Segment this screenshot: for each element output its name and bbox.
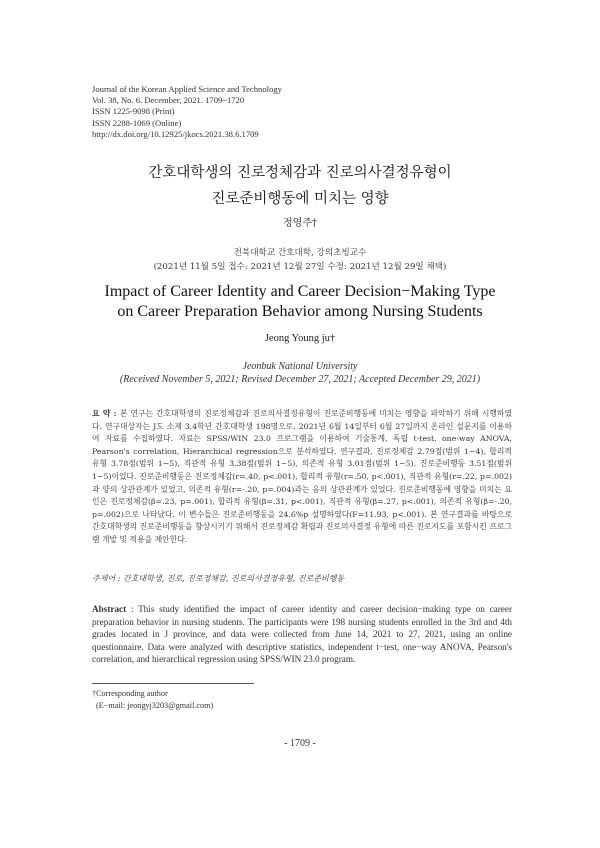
english-author: Jeong Young ju† (264, 333, 336, 344)
korean-abstract (92, 408, 512, 547)
korean-affiliation: 전북대학교 간호대학, 강의초빙교수 (233, 248, 367, 258)
journal-doi: http://dx.doi.org/10.12925/jkocs.2021.38.6.1709 (92, 128, 259, 139)
english-abstract-label: Abstract (92, 604, 127, 614)
journal-issn-print: ISSN 1225-9098 (Print) (92, 106, 175, 117)
korean-abstract-text: 본 연구는 간호대학생의 진로정체감과 진로의사결정유형이 진로준비행동에 미치는 영향을 파악하기 위해 시행하였다. 연구대상자는 J도 소재 3,4학년 간호대학생 198명으로, 2021년 6월 14일부터 6월 27일까지 온라인 설문지를 이용하여 자료를 수집하였다. 자료는 SPSS/WIN 23.0 프로그램을 이용하여 기술통계, 독립 t-test, one-way ANOVA, Pearson's correlation, Hierarchical regression으로 분석하였다. 연구결과, 진로정체감 2.79점(범위 1~4), 합리적 유형 3.78점(범위 1~5), 직관적 유형 3.38점(범위 1~5), 의존적 유형 3.01점(범위 1~5), 진로준비행동 3.51점(범위 1~5)이었다. 진로준비행동은 진로정체감(r=.40, p<.001), 합리적 유형(r=.50, p<.001), 직관적 유형(r=.22, p=.002)과 양의 상관관계가 있었고, 의존적 유형(r=-.20, p=.004)과는 음의 상관관계가 있었다. 진로준비행동에 영향을 미치는 요인은 진로정체감(β=.23, p=.001), 합리적 유형(β=.31, p<.001), 직관적 유형(β=.27, p<.001), 의존적 유형(β=-.20, p=.002)으로 나타났다. 이 변수들은 진로준비행동을 24.6%p 설명하였다(F=11.93, p<.001). 본 연구결과를 바탕으로 간호대학생의 진로준비행동을 향상시키기 위해서 진로정체감 확립과 진로의사결정 유형에 따른 진로지도를 포함시킨 프로그램 개발 및 적용을 제안한다. (92, 409, 512, 544)
page-number: - 1709 - (284, 738, 316, 749)
corresponding-author-note: †Corresponding author (92, 689, 168, 698)
korean-title-line2: 진로준비행동에 미치는 영향 (211, 191, 389, 207)
korean-keywords: 주제어 : 간호대학생, 진로, 진로정체감, 진로의사결정유형, 진로준비행동 (92, 574, 345, 583)
english-title (0, 282, 600, 322)
korean-received-dates: (2021년 11월 5일 접수: 2021년 12월 27일 수정: 2021년 12월 29일 채택) (153, 262, 447, 272)
footnote-divider (92, 683, 254, 684)
english-title-line1: Impact of Career Identity and Career Decision−Making Type (104, 283, 496, 300)
corresponding-email: (E−mail: jeongyj3203@gmail.com) (96, 701, 214, 710)
journal-name: Journal of the Korean Applied Science and Technology (92, 84, 282, 94)
english-abstract-text: : This study identified the impact of career identity and career decision−making type on career preparation behavior in nursing students. The participants were 198 nursing students enrolled in the 3rd and 4th grades located in J province, and data were collected from June 14, 2021 to 27, 2021, using an online questionnaire. Data were analyzed with descriptive statistics, independent t−test, one−way ANOVA, Pearson's correlation, and hierarchical regression using SPSS/WIN 23.0 program. (92, 604, 512, 665)
english-affiliation: Jeonbuk National University (242, 361, 358, 372)
footnote (92, 688, 392, 712)
korean-author: 정영주† (283, 218, 317, 229)
korean-title-line1: 간호대학생의 진로정체감과 진로의사결정유형이 (148, 165, 452, 181)
korean-abstract-label: 요 약 : (92, 409, 120, 418)
journal-issn-online: ISSN 2288-1069 (Online) (92, 117, 182, 128)
journal-info (92, 84, 512, 140)
english-title-line2: on Career Preparation Behavior among Nursing Students (117, 303, 483, 320)
korean-title (0, 160, 600, 212)
english-received-dates: (Received November 5, 2021; Revised December 27, 2021; Accepted December 29, 2021) (119, 374, 481, 385)
english-abstract (92, 603, 512, 666)
journal-volume: Vol. 38, No. 6. December, 2021. 1709~1720 (92, 95, 245, 106)
english-affiliation-block (0, 360, 600, 386)
korean-affiliation-block (0, 246, 600, 274)
